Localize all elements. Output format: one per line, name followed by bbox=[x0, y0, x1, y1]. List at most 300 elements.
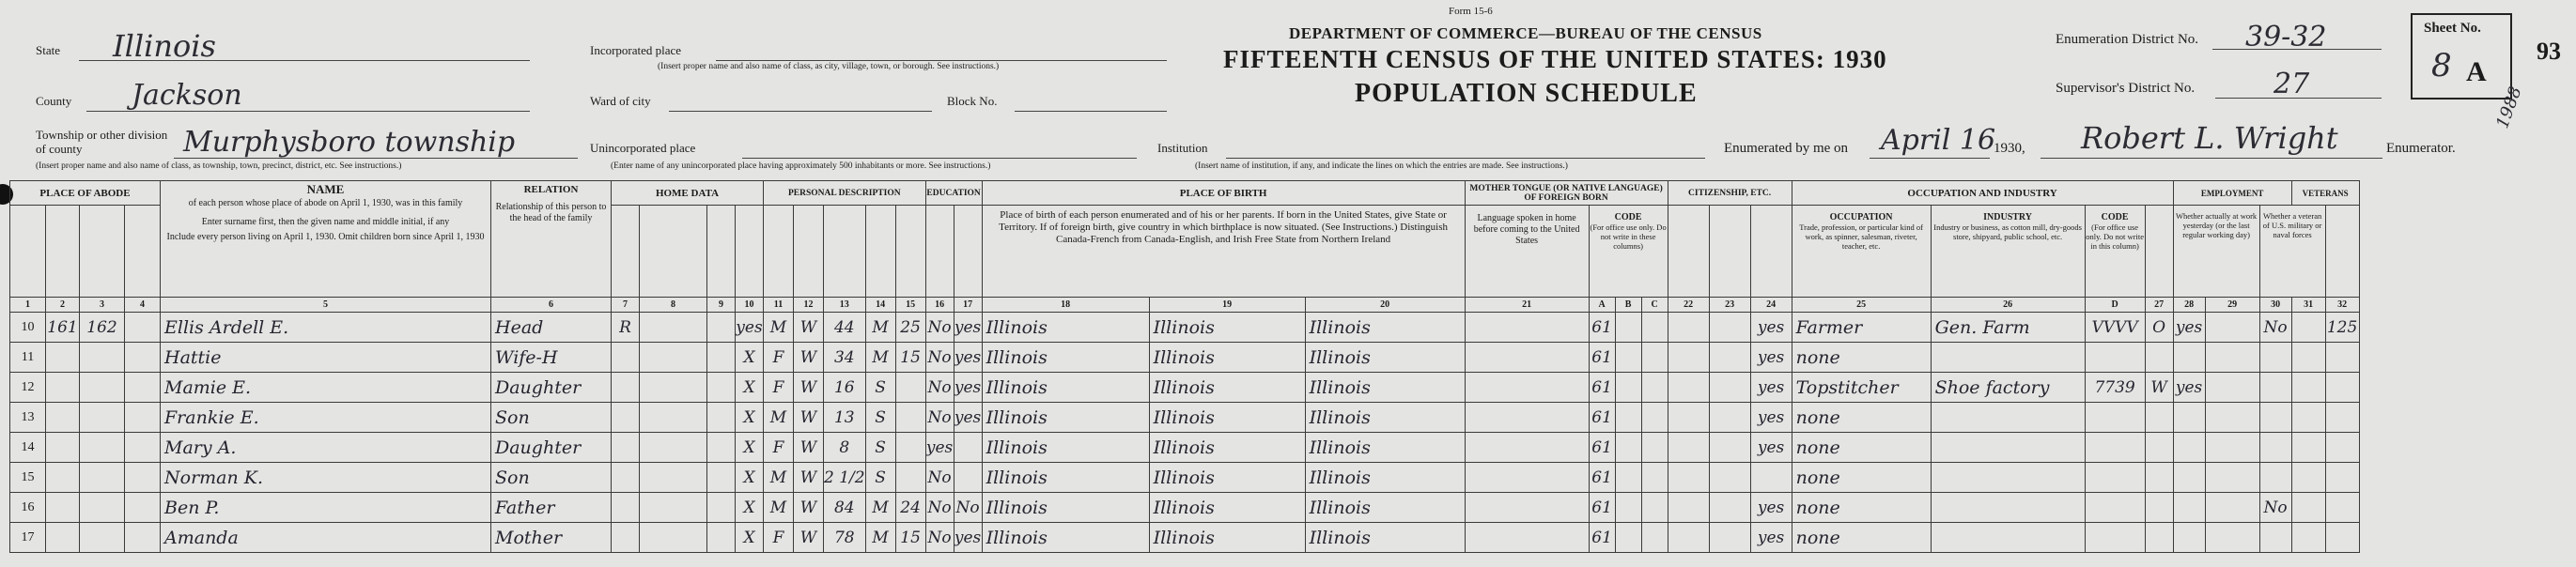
cell-farm: X bbox=[736, 463, 764, 493]
institution-label: Institution bbox=[1157, 141, 1208, 155]
empty-cell bbox=[1668, 463, 1709, 493]
cell-birth-mother: Illinois bbox=[1305, 313, 1465, 343]
home-col-10 bbox=[736, 206, 764, 298]
table-row bbox=[10, 523, 2360, 553]
cell-dwelling bbox=[46, 373, 80, 403]
enumeration-district-value: 39-32 bbox=[2245, 21, 2327, 54]
name-include: Include every person living on April 1, 1930. Omit children born since April 1, 1930 bbox=[166, 232, 485, 242]
empty-cell bbox=[1615, 523, 1641, 553]
cell-visitation: 125 bbox=[2325, 313, 2359, 343]
empty-cell bbox=[640, 373, 707, 403]
cell-class bbox=[2145, 493, 2173, 523]
enumerator-line bbox=[2041, 158, 2382, 159]
cell-school: No bbox=[925, 493, 954, 523]
name-header: NAME bbox=[306, 182, 345, 196]
cell-occ-code bbox=[2085, 493, 2145, 523]
cell-farm: X bbox=[736, 523, 764, 553]
empty-cell bbox=[2291, 433, 2325, 463]
cell-line: 14 bbox=[10, 433, 46, 463]
veterans-header: VETERANS bbox=[2291, 181, 2359, 206]
cell-birth-person: Illinois bbox=[982, 493, 1149, 523]
cell-name: Frankie E. bbox=[161, 403, 491, 433]
empty-cell bbox=[1615, 493, 1641, 523]
personal-description-header: PERSONAL DESCRIPTION bbox=[764, 181, 926, 206]
township-note: (Insert proper name and also name of class, as township, town, precinct, district, etc. See instructions.) bbox=[36, 161, 402, 171]
enumerator-label: Enumerator. bbox=[2386, 141, 2456, 156]
cell-line: 15 bbox=[10, 463, 46, 493]
cell-school: No bbox=[925, 313, 954, 343]
cell-occupation: none bbox=[1792, 403, 1931, 433]
cell-marital: M bbox=[865, 523, 895, 553]
cell-occupation: none bbox=[1792, 433, 1931, 463]
column-number: B bbox=[1615, 298, 1641, 313]
table-row bbox=[10, 343, 2360, 373]
cell-birth-father: Illinois bbox=[1149, 493, 1305, 523]
table-row bbox=[10, 373, 2360, 403]
cell-tenure bbox=[612, 433, 640, 463]
citizenship-header: CITIZENSHIP, ETC. bbox=[1668, 181, 1792, 206]
cell-code-a: 61 bbox=[1589, 433, 1615, 463]
cell-race: W bbox=[794, 373, 824, 403]
census-title: FIFTEENTH CENSUS OF THE UNITED STATES: 1930 bbox=[1223, 45, 1887, 73]
enumeration-district-label: Enumeration District No. bbox=[2056, 32, 2199, 47]
empty-cell bbox=[2205, 493, 2259, 523]
abode-col-3 bbox=[80, 206, 125, 298]
cell-english: yes bbox=[1750, 343, 1792, 373]
cell-visitation bbox=[2325, 403, 2359, 433]
block-line bbox=[1015, 111, 1167, 112]
cell-farm: X bbox=[736, 493, 764, 523]
cit-col-22 bbox=[1668, 206, 1709, 298]
cell-relation: Son bbox=[491, 463, 612, 493]
abode-col-1 bbox=[10, 206, 46, 298]
code-col-abc bbox=[1589, 206, 1668, 298]
language-desc: Language spoken in home before coming to the United States bbox=[1473, 213, 1580, 246]
supervisor-district-value: 27 bbox=[2273, 68, 2310, 100]
empty-cell bbox=[2291, 403, 2325, 433]
column-number: 22 bbox=[1668, 298, 1709, 313]
cell-visitation bbox=[2325, 463, 2359, 493]
empty-cell bbox=[1641, 523, 1668, 553]
cell-occ-code bbox=[2085, 433, 2145, 463]
cell-family bbox=[80, 403, 125, 433]
cell-birth-father: Illinois bbox=[1149, 313, 1305, 343]
industry-desc: Industry or business, as cotton mill, dry-goods store, shipyard, public school, etc. bbox=[1933, 222, 2082, 241]
code-note: (For office use only. Do not write in these columns) bbox=[1590, 222, 1667, 251]
cell-birth-mother: Illinois bbox=[1305, 523, 1465, 553]
incorporated-label: Incorporated place bbox=[590, 43, 682, 57]
department-title: DEPARTMENT OF COMMERCE—BUREAU OF THE CENSUS bbox=[1289, 24, 1762, 42]
empty-cell bbox=[1615, 463, 1641, 493]
empty-cell bbox=[125, 313, 161, 343]
state-value: Illinois bbox=[113, 28, 216, 64]
industry-col-26 bbox=[1931, 206, 2085, 298]
cell-name: Amanda bbox=[161, 523, 491, 553]
cell-dwelling bbox=[46, 463, 80, 493]
county-value: Jackson bbox=[132, 79, 242, 112]
column-number: C bbox=[1641, 298, 1668, 313]
cell-marital: M bbox=[865, 343, 895, 373]
table-row bbox=[10, 493, 2360, 523]
cell-birth-mother: Illinois bbox=[1305, 403, 1465, 433]
table-row bbox=[10, 463, 2360, 493]
empty-cell bbox=[707, 343, 736, 373]
cell-relation: Father bbox=[491, 493, 612, 523]
cell-line: 12 bbox=[10, 373, 46, 403]
education-header: EDUCATION bbox=[925, 181, 982, 206]
supervisor-district-label: Supervisor's District No. bbox=[2056, 81, 2196, 96]
cell-sex: F bbox=[764, 343, 794, 373]
cell-tenure: R bbox=[612, 313, 640, 343]
cell-relation: Daughter bbox=[491, 433, 612, 463]
cell-code-a: 61 bbox=[1589, 373, 1615, 403]
empty-cell bbox=[1668, 433, 1709, 463]
cell-race: W bbox=[794, 463, 824, 493]
empty-cell bbox=[2205, 373, 2259, 403]
empty-cell bbox=[640, 313, 707, 343]
column-number: 12 bbox=[794, 298, 824, 313]
column-number: 7 bbox=[612, 298, 640, 313]
column-number: 8 bbox=[640, 298, 707, 313]
cell-visitation bbox=[2325, 433, 2359, 463]
cell-marital: M bbox=[865, 313, 895, 343]
empty-cell bbox=[2291, 373, 2325, 403]
empty-cell bbox=[1641, 343, 1668, 373]
cell-age: 2 1/2 bbox=[824, 463, 866, 493]
place-of-abode-header: PLACE OF ABODE bbox=[10, 181, 161, 206]
cell-read bbox=[954, 463, 982, 493]
column-number: 21 bbox=[1465, 298, 1589, 313]
cell-tenure bbox=[612, 343, 640, 373]
empty-cell bbox=[1465, 343, 1589, 373]
cell-age-marriage bbox=[895, 433, 925, 463]
column-number: 27 bbox=[2145, 298, 2173, 313]
cell-school: No bbox=[925, 343, 954, 373]
name-column-header bbox=[161, 181, 491, 298]
column-number: 23 bbox=[1709, 298, 1750, 313]
cell-age-marriage bbox=[895, 463, 925, 493]
empty-cell bbox=[1465, 463, 1589, 493]
empty-cell bbox=[707, 373, 736, 403]
cell-visitation bbox=[2325, 343, 2359, 373]
empty-cell bbox=[640, 343, 707, 373]
cell-at-work bbox=[2173, 493, 2205, 523]
column-number: 29 bbox=[2205, 298, 2259, 313]
home-data-header: HOME DATA bbox=[612, 181, 764, 206]
cell-english: yes bbox=[1750, 313, 1792, 343]
birth-desc: Place of birth of each person enumerated and of his or her parents. If born in the United States, give State or Territory. If of foreign birth, give country in which birthplace is now situated. (See Instructions.) Distinguish Canada-French from Canada-English, and Irish Free State from Northern Ireland bbox=[999, 209, 1449, 245]
empty-cell bbox=[1615, 403, 1641, 433]
cell-read: yes bbox=[954, 523, 982, 553]
cell-occupation: none bbox=[1792, 493, 1931, 523]
cell-occ-code bbox=[2085, 523, 2145, 553]
form-number: Form 15-6 bbox=[1449, 6, 1493, 17]
cell-family bbox=[80, 373, 125, 403]
empty-cell bbox=[1709, 493, 1750, 523]
empty-cell bbox=[1641, 463, 1668, 493]
class-col-27 bbox=[2145, 206, 2173, 298]
corner-note: 1988 bbox=[2492, 84, 2526, 131]
empty-cell bbox=[1668, 343, 1709, 373]
column-number: 28 bbox=[2173, 298, 2205, 313]
cell-age: 13 bbox=[824, 403, 866, 433]
cell-occ-code: VVVV bbox=[2085, 313, 2145, 343]
empty-cell bbox=[2291, 463, 2325, 493]
column-number: 2 bbox=[46, 298, 80, 313]
birth-description bbox=[982, 206, 1465, 298]
occ-code-header: CODE bbox=[2101, 212, 2129, 222]
desc-col-13 bbox=[824, 206, 866, 298]
cell-english: yes bbox=[1750, 493, 1792, 523]
cit-col-23 bbox=[1709, 206, 1750, 298]
abode-col-2 bbox=[46, 206, 80, 298]
empty-cell bbox=[1615, 313, 1641, 343]
cell-code-a: 61 bbox=[1589, 313, 1615, 343]
empty-cell bbox=[125, 433, 161, 463]
cell-relation: Mother bbox=[491, 523, 612, 553]
occ-code-col-d bbox=[2085, 206, 2145, 298]
column-number: A bbox=[1589, 298, 1615, 313]
cell-dwelling bbox=[46, 403, 80, 433]
cell-relation: Wife-H bbox=[491, 343, 612, 373]
column-number: 25 bbox=[1792, 298, 1931, 313]
cell-industry bbox=[1931, 463, 2085, 493]
cell-age-marriage: 15 bbox=[895, 523, 925, 553]
cell-family: 162 bbox=[80, 313, 125, 343]
cell-age: 44 bbox=[824, 313, 866, 343]
cell-name: Ben P. bbox=[161, 493, 491, 523]
home-col-8 bbox=[640, 206, 707, 298]
empty-cell bbox=[1668, 313, 1709, 343]
cell-industry bbox=[1931, 493, 2085, 523]
cell-name: Mamie E. bbox=[161, 373, 491, 403]
empty-cell bbox=[1641, 373, 1668, 403]
cell-read: yes bbox=[954, 403, 982, 433]
empty-cell bbox=[125, 523, 161, 553]
empty-cell bbox=[1668, 403, 1709, 433]
occupation-desc: Trade, profession, or particular kind of work, as spinner, salesman, riveter, teacher, etc. bbox=[1799, 222, 1923, 251]
cell-code-a: 61 bbox=[1589, 343, 1615, 373]
cell-marital: S bbox=[865, 463, 895, 493]
cell-family bbox=[80, 463, 125, 493]
cell-visitation bbox=[2325, 373, 2359, 403]
sheet-letter: A bbox=[2466, 56, 2487, 87]
cell-occ-code bbox=[2085, 403, 2145, 433]
cell-tenure bbox=[612, 373, 640, 403]
cell-tenure bbox=[612, 493, 640, 523]
cell-birth-person: Illinois bbox=[982, 463, 1149, 493]
empty-cell bbox=[2205, 403, 2259, 433]
cell-occupation: none bbox=[1792, 523, 1931, 553]
empty-cell bbox=[640, 523, 707, 553]
cell-birth-father: Illinois bbox=[1149, 433, 1305, 463]
cell-farm: X bbox=[736, 373, 764, 403]
cell-family bbox=[80, 433, 125, 463]
cell-at-work: yes bbox=[2173, 313, 2205, 343]
table-row bbox=[10, 403, 2360, 433]
sheet-number: 8 bbox=[2431, 47, 2452, 84]
empty-cell bbox=[640, 403, 707, 433]
empty-cell bbox=[2205, 433, 2259, 463]
cell-age-marriage: 15 bbox=[895, 343, 925, 373]
enumerated-date-line bbox=[1870, 158, 1990, 159]
cell-read: No bbox=[954, 493, 982, 523]
empty-cell bbox=[1465, 373, 1589, 403]
cell-veteran bbox=[2259, 433, 2291, 463]
empty-cell bbox=[707, 523, 736, 553]
empty-cell bbox=[1709, 373, 1750, 403]
cell-sex: F bbox=[764, 523, 794, 553]
ward-label: Ward of city bbox=[590, 94, 651, 108]
cell-birth-mother: Illinois bbox=[1305, 373, 1465, 403]
column-number-row bbox=[10, 298, 2360, 313]
cell-industry bbox=[1931, 343, 2085, 373]
empty-cell bbox=[640, 493, 707, 523]
cell-school: No bbox=[925, 463, 954, 493]
cell-english bbox=[1750, 463, 1792, 493]
empty-cell bbox=[707, 463, 736, 493]
cell-veteran bbox=[2259, 523, 2291, 553]
empty-cell bbox=[1615, 433, 1641, 463]
cell-line: 17 bbox=[10, 523, 46, 553]
cell-english: yes bbox=[1750, 373, 1792, 403]
township-label: Township or other division of county bbox=[36, 128, 168, 156]
cell-visitation bbox=[2325, 493, 2359, 523]
cell-industry: Gen. Farm bbox=[1931, 313, 2085, 343]
schedule-title: POPULATION SCHEDULE bbox=[1355, 79, 1698, 108]
cell-school: No bbox=[925, 373, 954, 403]
incorporated-note: (Insert proper name and also name of class, as city, village, town, or borough. See instructions.) bbox=[658, 62, 1000, 71]
cell-at-work bbox=[2173, 343, 2205, 373]
desc-col-15 bbox=[895, 206, 925, 298]
cell-age: 84 bbox=[824, 493, 866, 523]
column-number: D bbox=[2085, 298, 2145, 313]
cell-age: 78 bbox=[824, 523, 866, 553]
employment-desc: Whether actually at work yesterday (or the last regular working day) bbox=[2176, 211, 2258, 239]
code-header: CODE bbox=[1614, 212, 1642, 222]
cell-race: W bbox=[794, 343, 824, 373]
employment-col bbox=[2173, 206, 2259, 298]
cell-name: Mary A. bbox=[161, 433, 491, 463]
empty-cell bbox=[1465, 313, 1589, 343]
cell-birth-mother: Illinois bbox=[1305, 433, 1465, 463]
cell-marital: S bbox=[865, 403, 895, 433]
enumerated-year: 1930, bbox=[1994, 141, 2025, 156]
empty-cell bbox=[2291, 493, 2325, 523]
cell-race: W bbox=[794, 493, 824, 523]
cell-sex: M bbox=[764, 463, 794, 493]
cell-age: 8 bbox=[824, 433, 866, 463]
cell-read: yes bbox=[954, 313, 982, 343]
cell-dwelling bbox=[46, 493, 80, 523]
cell-tenure bbox=[612, 463, 640, 493]
desc-col-14 bbox=[865, 206, 895, 298]
cell-birth-person: Illinois bbox=[982, 313, 1149, 343]
column-number: 6 bbox=[491, 298, 612, 313]
sheet-label: Sheet No. bbox=[2424, 21, 2481, 36]
home-col-9 bbox=[707, 206, 736, 298]
cell-relation: Daughter bbox=[491, 373, 612, 403]
cell-birth-father: Illinois bbox=[1149, 523, 1305, 553]
cell-marital: S bbox=[865, 373, 895, 403]
table-row bbox=[10, 433, 2360, 463]
cell-birth-mother: Illinois bbox=[1305, 463, 1465, 493]
cell-veteran bbox=[2259, 373, 2291, 403]
enumerated-date: April 16 bbox=[1881, 124, 1996, 157]
cell-at-work bbox=[2173, 433, 2205, 463]
cell-birth-person: Illinois bbox=[982, 523, 1149, 553]
incorporated-line bbox=[716, 60, 1167, 61]
empty-cell bbox=[1709, 433, 1750, 463]
empty-cell bbox=[1615, 343, 1641, 373]
cell-english: yes bbox=[1750, 523, 1792, 553]
cell-farm: X bbox=[736, 433, 764, 463]
cell-sex: M bbox=[764, 403, 794, 433]
cell-age: 16 bbox=[824, 373, 866, 403]
cell-class bbox=[2145, 343, 2173, 373]
cell-line: 16 bbox=[10, 493, 46, 523]
empty-cell bbox=[640, 433, 707, 463]
cell-tenure bbox=[612, 523, 640, 553]
cell-relation: Son bbox=[491, 403, 612, 433]
cell-tenure bbox=[612, 403, 640, 433]
enumerated-label: Enumerated by me on bbox=[1724, 141, 1849, 156]
column-number: 31 bbox=[2291, 298, 2325, 313]
language-col-21 bbox=[1465, 206, 1589, 298]
cell-read: yes bbox=[954, 373, 982, 403]
cell-read: yes bbox=[954, 343, 982, 373]
cell-class: O bbox=[2145, 313, 2173, 343]
industry-header: INDUSTRY bbox=[1983, 212, 2033, 222]
occupation-col-25 bbox=[1792, 206, 1931, 298]
enumerator-name: Robert L. Wright bbox=[2081, 120, 2338, 156]
cell-school: No bbox=[925, 403, 954, 433]
cell-birth-father: Illinois bbox=[1149, 403, 1305, 433]
cell-race: W bbox=[794, 313, 824, 343]
name-desc: of each person whose place of abode on April 1, 1930, was in this family bbox=[188, 198, 463, 208]
empty-cell bbox=[1465, 433, 1589, 463]
cell-birth-father: Illinois bbox=[1149, 373, 1305, 403]
cell-birth-person: Illinois bbox=[982, 433, 1149, 463]
occ-code-note: (For office use only. Do not write in this column) bbox=[2086, 222, 2144, 251]
cell-school: yes bbox=[925, 433, 954, 463]
ward-line bbox=[669, 111, 932, 112]
empty-cell bbox=[2291, 313, 2325, 343]
column-number: 32 bbox=[2325, 298, 2359, 313]
cell-age-marriage: 24 bbox=[895, 493, 925, 523]
abode-col-4 bbox=[125, 206, 161, 298]
cell-code-a: 61 bbox=[1589, 463, 1615, 493]
empty-cell bbox=[125, 373, 161, 403]
cell-visitation bbox=[2325, 523, 2359, 553]
occupation-header: OCCUPATION bbox=[1829, 212, 1893, 222]
occupation-industry-header: OCCUPATION AND INDUSTRY bbox=[1792, 181, 2173, 206]
column-number: 13 bbox=[824, 298, 866, 313]
column-number: 24 bbox=[1750, 298, 1792, 313]
cell-name: Norman K. bbox=[161, 463, 491, 493]
column-number: 14 bbox=[865, 298, 895, 313]
cell-code-a: 61 bbox=[1589, 493, 1615, 523]
empty-cell bbox=[1709, 463, 1750, 493]
cell-marital: M bbox=[865, 493, 895, 523]
cell-birth-father: Illinois bbox=[1149, 343, 1305, 373]
cell-industry bbox=[1931, 523, 2085, 553]
empty-cell bbox=[1641, 403, 1668, 433]
cell-dwelling bbox=[46, 433, 80, 463]
cell-sex: F bbox=[764, 373, 794, 403]
institution-line bbox=[1226, 158, 1705, 159]
veterans-desc: Whether a veteran of U.S. military or naval forces bbox=[2262, 211, 2322, 239]
